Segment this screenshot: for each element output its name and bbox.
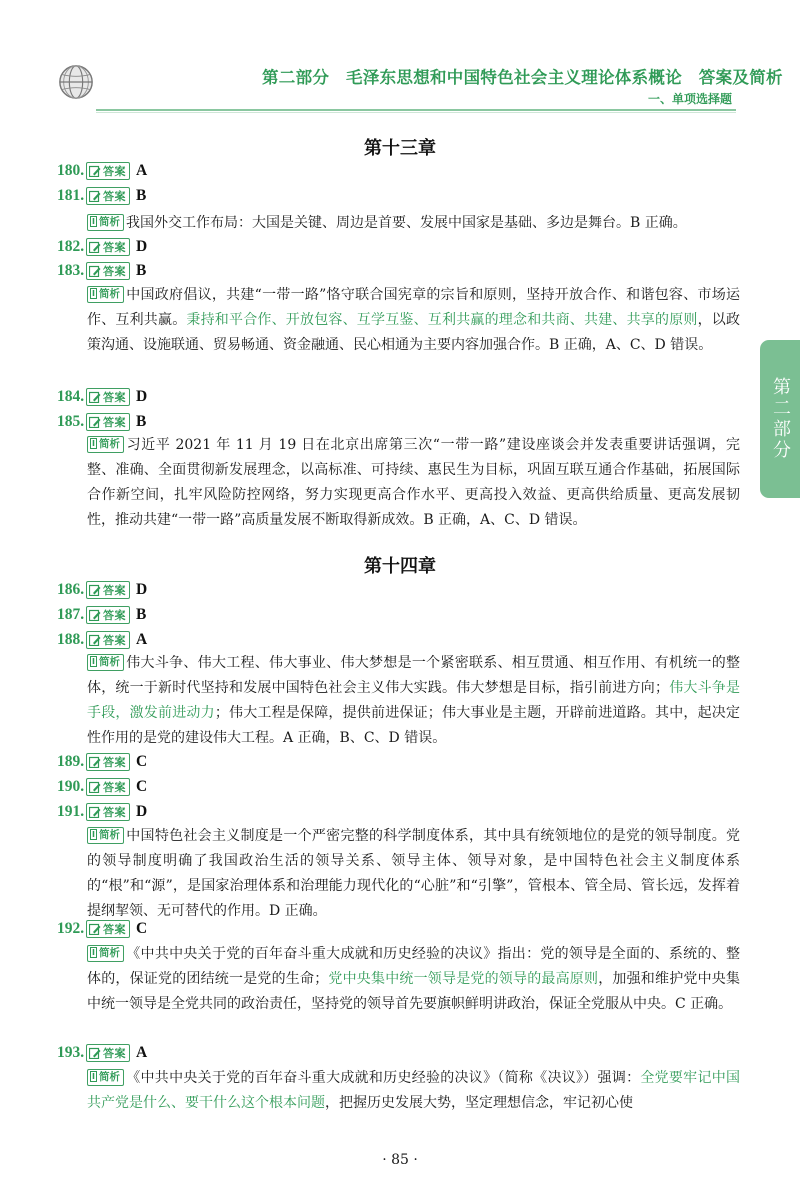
answer-letter: B xyxy=(136,187,147,204)
pencil-icon xyxy=(89,781,101,793)
answer-badge xyxy=(86,388,130,406)
analysis-badge-label: 简析 xyxy=(98,828,120,841)
analysis-paragraph xyxy=(87,283,740,358)
answer-letter: B xyxy=(136,262,147,279)
answer-badge-label: 答案 xyxy=(103,634,126,647)
analysis-mark-icon: I xyxy=(92,216,95,226)
pencil-icon xyxy=(89,1047,101,1059)
analysis-text: ，加强和维护党中央集中统一领导是全党共同的政治责任，坚持党的领导首先要旗帜鲜明讲政治，保证全党服从中央。C 正确。 xyxy=(87,970,741,1012)
answer-letter: D xyxy=(136,581,148,598)
analysis-mark-icon: I xyxy=(92,438,95,448)
answer-letter: C xyxy=(136,753,148,770)
pencil-icon xyxy=(89,190,101,202)
pencil-icon xyxy=(89,806,101,818)
question-number: 190. xyxy=(57,778,85,795)
answer-letter: A xyxy=(136,631,148,648)
question-answer-row xyxy=(57,1043,147,1063)
answer-badge-label: 答案 xyxy=(103,265,126,278)
answer-badge-label: 答案 xyxy=(103,756,126,769)
analysis-badge xyxy=(87,827,124,844)
analysis-badge-label: 简析 xyxy=(98,287,120,300)
question-answer-row xyxy=(57,919,147,939)
analysis-badge-label: 简析 xyxy=(98,437,120,450)
question-answer-row xyxy=(57,387,147,407)
answer-letter: C xyxy=(136,920,148,937)
answer-badge-label: 答案 xyxy=(103,391,126,404)
pencil-icon xyxy=(89,241,101,253)
analysis-badge xyxy=(87,945,124,962)
analysis-mark-icon: I xyxy=(92,1071,95,1081)
answer-badge-label: 答案 xyxy=(103,416,126,429)
question-answer-row xyxy=(57,777,147,797)
analysis-text: 中国政府倡议，共建“一带一路”恪守联合国宪章的宗旨和原则，坚持开放合作、和谐包容、市场运作、互利共赢。 xyxy=(87,286,740,328)
page-number: · 85 · xyxy=(382,1152,418,1168)
answer-badge xyxy=(86,162,130,180)
analysis-paragraph xyxy=(87,942,740,1017)
analysis-paragraph xyxy=(87,433,740,533)
answer-badge xyxy=(86,920,130,938)
analysis-text: 伟大斗争、伟大工程、伟大事业、伟大梦想是一个紧密联系、相互贯通、相互作用、有机统一的整体，统一于新时代坚持和发展中国特色社会主义伟大实践。伟大梦想是目标，指引前进方向； xyxy=(87,654,740,696)
answer-badge xyxy=(86,753,130,771)
question-answer-row xyxy=(57,580,147,600)
pencil-icon xyxy=(89,634,101,646)
answer-badge xyxy=(86,238,130,256)
analysis-badge xyxy=(87,286,124,303)
analysis-paragraph xyxy=(87,651,740,751)
question-answer-row xyxy=(57,186,146,206)
answer-badge-label: 答案 xyxy=(103,781,126,794)
analysis-mark-icon: I xyxy=(92,288,95,298)
analysis-paragraph xyxy=(87,1066,740,1116)
highlighted-text: 伟大斗争是手段，激发前进动力 xyxy=(87,679,740,721)
question-answer-row xyxy=(57,802,147,822)
answer-badge xyxy=(86,778,130,796)
question-answer-row xyxy=(57,237,147,257)
analysis-badge-label: 简析 xyxy=(98,1070,120,1083)
answer-badge xyxy=(86,187,130,205)
analysis-text: 《中共中央关于党的百年奋斗重大成就和历史经验的决议》（简称《决议》）强调： xyxy=(125,1069,641,1086)
analysis-text: 中国特色社会主义制度是一个严密完整的科学制度体系，其中具有统领地位的是党的领导制度。党的领导制度明确了我国政治生活的领导关系、领导主体、领导对象，是中国特色社会主义制度体系的“根”和“源”，是国家治理体系和治理能力现代化的“心脏”和“引擎”，管根本、管全局、管长远，发挥着提纲挈领、无可替代的作用。D 正确。 xyxy=(87,827,740,919)
analysis-mark-icon: I xyxy=(92,656,95,666)
question-number: 192. xyxy=(57,920,85,937)
chapter-title: 第十四章 xyxy=(364,556,436,577)
pencil-icon xyxy=(89,391,101,403)
question-number: 181. xyxy=(57,187,85,204)
answer-badge-label: 答案 xyxy=(103,806,126,819)
analysis-badge xyxy=(87,1069,124,1086)
analysis-mark-icon: I xyxy=(92,947,95,957)
question-answer-row xyxy=(57,605,146,625)
pencil-icon xyxy=(89,416,101,428)
answer-badge-label: 答案 xyxy=(103,165,126,178)
answer-letter: A xyxy=(136,162,148,179)
question-answer-row xyxy=(57,752,147,772)
question-number: 180. xyxy=(57,162,85,179)
highlighted-text: 全党要牢记中国共产党是什么、要干什么这个根本问题 xyxy=(87,1069,740,1111)
chapter-title: 第十三章 xyxy=(364,138,436,159)
answer-badge-label: 答案 xyxy=(103,584,126,597)
analysis-badge-label: 简析 xyxy=(98,215,120,228)
analysis-badge xyxy=(87,654,124,671)
analysis-text: 《中共中央关于党的百年奋斗重大成就和历史经验的决议》指出：党的领导是全面的、系统的、整体的，保证党的团结统一是党的生命； xyxy=(87,945,740,987)
question-answer-row xyxy=(57,412,146,432)
pencil-icon xyxy=(89,165,101,177)
question-number: 183. xyxy=(57,262,85,279)
section-side-tab: 第二部分 xyxy=(760,340,800,498)
analysis-text: 习近平 2021 年 11 月 19 日在北京出席第三次“一带一路”建设座谈会并发表重要讲话强调，完整、准确、全面贯彻新发展理念，以高标准、可持续、惠民生为目标，巩固互联互通合作基础，拓展国际合作新空间，扎牢风险防控网络，努力实现更高合作水平、更高投入效益、更高供给质量、更高发展韧性，推动共建“一带一路”高质量发展不断取得新成效。B 正确，A、C、D 错误。 xyxy=(87,436,740,528)
answer-letter: A xyxy=(136,1044,148,1061)
answer-badge xyxy=(86,1044,130,1062)
answer-letter: B xyxy=(136,413,147,430)
answer-badge xyxy=(86,581,130,599)
question-number: 188. xyxy=(57,631,85,648)
pencil-icon xyxy=(89,756,101,768)
answer-letter: C xyxy=(136,778,148,795)
answer-badge-label: 答案 xyxy=(103,190,126,203)
answer-letter: D xyxy=(136,803,148,820)
analysis-badge xyxy=(87,214,124,231)
highlighted-text: 秉持和平合作、开放包容、互学互鉴、互利共赢的理念和共商、共建、共享的原则 xyxy=(186,311,698,328)
question-answer-row xyxy=(57,630,147,650)
answer-badge-label: 答案 xyxy=(103,1047,126,1060)
analysis-mark-icon: I xyxy=(92,829,95,839)
question-number: 187. xyxy=(57,606,85,623)
answer-badge xyxy=(86,631,130,649)
analysis-text: 我国外交工作布局：大国是关键、周边是首要、发展中国家是基础、多边是舞台。B 正确。 xyxy=(125,214,687,231)
pencil-icon xyxy=(89,609,101,621)
question-number: 184. xyxy=(57,388,85,405)
answer-badge xyxy=(86,413,130,431)
question-answer-row xyxy=(57,261,146,281)
answer-badge xyxy=(86,606,130,624)
page-header-subtitle: 一、单项选择题 xyxy=(647,92,732,106)
answer-letter: D xyxy=(136,388,148,405)
answer-badge-label: 答案 xyxy=(103,923,126,936)
analysis-badge-label: 简析 xyxy=(98,655,120,668)
pencil-icon xyxy=(89,584,101,596)
question-number: 191. xyxy=(57,803,85,820)
answer-badge xyxy=(86,803,130,821)
analysis-paragraph xyxy=(87,211,740,236)
analysis-text: ；伟大工程是保障，提供前进保证；伟大事业是主题，开辟前进道路。其中，起决定性作用的是党的建设伟大工程。A 正确，B、C、D 错误。 xyxy=(87,704,741,746)
analysis-paragraph xyxy=(87,824,740,924)
question-number: 193. xyxy=(57,1044,85,1061)
highlighted-text: 党中央集中统一领导是党的领导的最高原则 xyxy=(328,970,599,987)
answer-badge-label: 答案 xyxy=(103,609,126,622)
pencil-icon xyxy=(89,265,101,277)
answer-badge xyxy=(86,262,130,280)
globe-logo-icon xyxy=(57,63,95,101)
question-number: 189. xyxy=(57,753,85,770)
question-number: 182. xyxy=(57,238,85,255)
answer-letter: D xyxy=(136,238,148,255)
analysis-text: ，把握历史发展大势，坚定理想信念，牢记初心使 xyxy=(325,1094,633,1111)
question-number: 185. xyxy=(57,413,85,430)
answer-badge-label: 答案 xyxy=(103,241,126,254)
analysis-badge xyxy=(87,436,124,453)
analysis-text: ，以政策沟通、设施联通、贸易畅通、资金融通、民心相通为主要内容加强合作。B 正确，A、C、D 错误。 xyxy=(87,311,741,353)
analysis-badge-label: 简析 xyxy=(98,946,120,959)
header-divider-thin xyxy=(96,112,736,113)
pencil-icon xyxy=(89,923,101,935)
page-header-title: 第二部分 毛泽东思想和中国特色社会主义理论体系概论 答案及简析 xyxy=(262,68,783,87)
question-answer-row xyxy=(57,161,147,181)
answer-letter: B xyxy=(136,606,147,623)
header-divider xyxy=(96,109,736,111)
question-number: 186. xyxy=(57,581,85,598)
